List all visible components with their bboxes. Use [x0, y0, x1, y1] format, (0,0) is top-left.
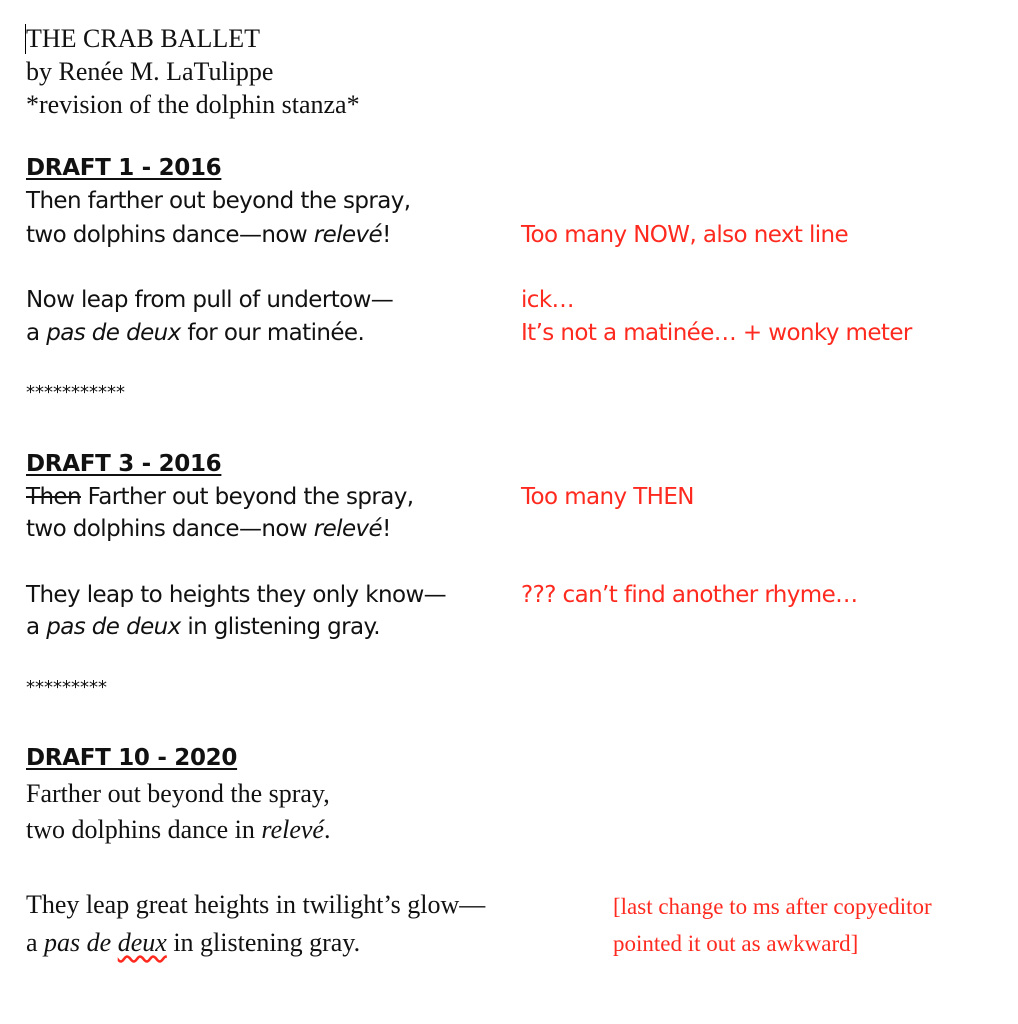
- struck-word: Then: [26, 484, 81, 510]
- draft-1-heading: DRAFT 1 - 2016: [26, 155, 222, 181]
- draft-10-line-1: Farther out beyond the spray,: [26, 779, 330, 808]
- text-span: .: [323, 815, 331, 844]
- draft-1-annotation-3: It’s not a matinée… + wonky meter: [521, 320, 912, 346]
- text-span: for our matinée.: [180, 320, 365, 346]
- draft-1-line-2: [26, 220, 391, 250]
- revision-note: *revision of the dolphin stanza*: [26, 90, 360, 119]
- draft-3-line-1: [26, 482, 413, 512]
- draft-1-annotation-2: ick…: [521, 287, 574, 313]
- italic-word: pas de deux: [46, 614, 181, 640]
- text-span: a: [26, 320, 47, 346]
- draft-3-line-2: [26, 514, 391, 544]
- draft-1-line-4: [26, 318, 364, 348]
- text-span: in glistening gray.: [166, 928, 361, 957]
- text-span: a: [26, 614, 47, 640]
- text-span: !: [382, 222, 391, 248]
- draft-3-line-4: [26, 612, 380, 642]
- text-span: a: [26, 928, 45, 957]
- separator-1: ***********: [26, 382, 125, 403]
- text-span: in glistening gray.: [180, 614, 380, 640]
- draft-3-annotation-2: ??? can’t find another rhyme…: [521, 582, 858, 608]
- draft-10-line-3: They leap great heights in twilight’s glow—: [26, 890, 486, 919]
- draft-10-annotation-1: [last change to ms after copyeditor: [613, 894, 932, 919]
- italic-word: relevé: [261, 815, 324, 844]
- text-span: two dolphins dance—now: [26, 516, 314, 542]
- draft-1-line-3: Now leap from pull of undertow—: [26, 287, 394, 313]
- draft-3-line-3: They leap to heights they only know—: [26, 582, 447, 608]
- draft-3-heading: DRAFT 3 - 2016: [26, 451, 222, 477]
- spellcheck-flagged-word[interactable]: deux: [117, 928, 167, 957]
- italic-word: pas de deux: [46, 320, 181, 346]
- italic-word: relevé: [313, 516, 383, 542]
- text-span: two dolphins dance in: [26, 815, 262, 844]
- italic-word: relevé: [313, 222, 383, 248]
- byline: by Renée M. LaTulippe: [26, 57, 274, 86]
- draft-10-heading: DRAFT 10 - 2020: [26, 745, 238, 771]
- draft-10-annotation-2: pointed it out as awkward]: [613, 931, 859, 956]
- italic-word: pas de: [44, 928, 118, 957]
- text-span: Farther out beyond the spray,: [80, 484, 414, 510]
- text-span: two dolphins dance—now: [26, 222, 314, 248]
- poem-title: THE CRAB BALLET: [26, 24, 260, 53]
- draft-10-line-2: [26, 815, 330, 845]
- separator-2: *********: [26, 677, 107, 698]
- draft-1-line-1: Then farther out beyond the spray,: [26, 188, 411, 214]
- draft-1-annotation-1: Too many NOW, also next line: [521, 222, 849, 248]
- text-span: !: [382, 516, 391, 542]
- draft-10-line-4: [26, 928, 360, 958]
- draft-3-annotation-1: Too many THEN: [521, 484, 694, 510]
